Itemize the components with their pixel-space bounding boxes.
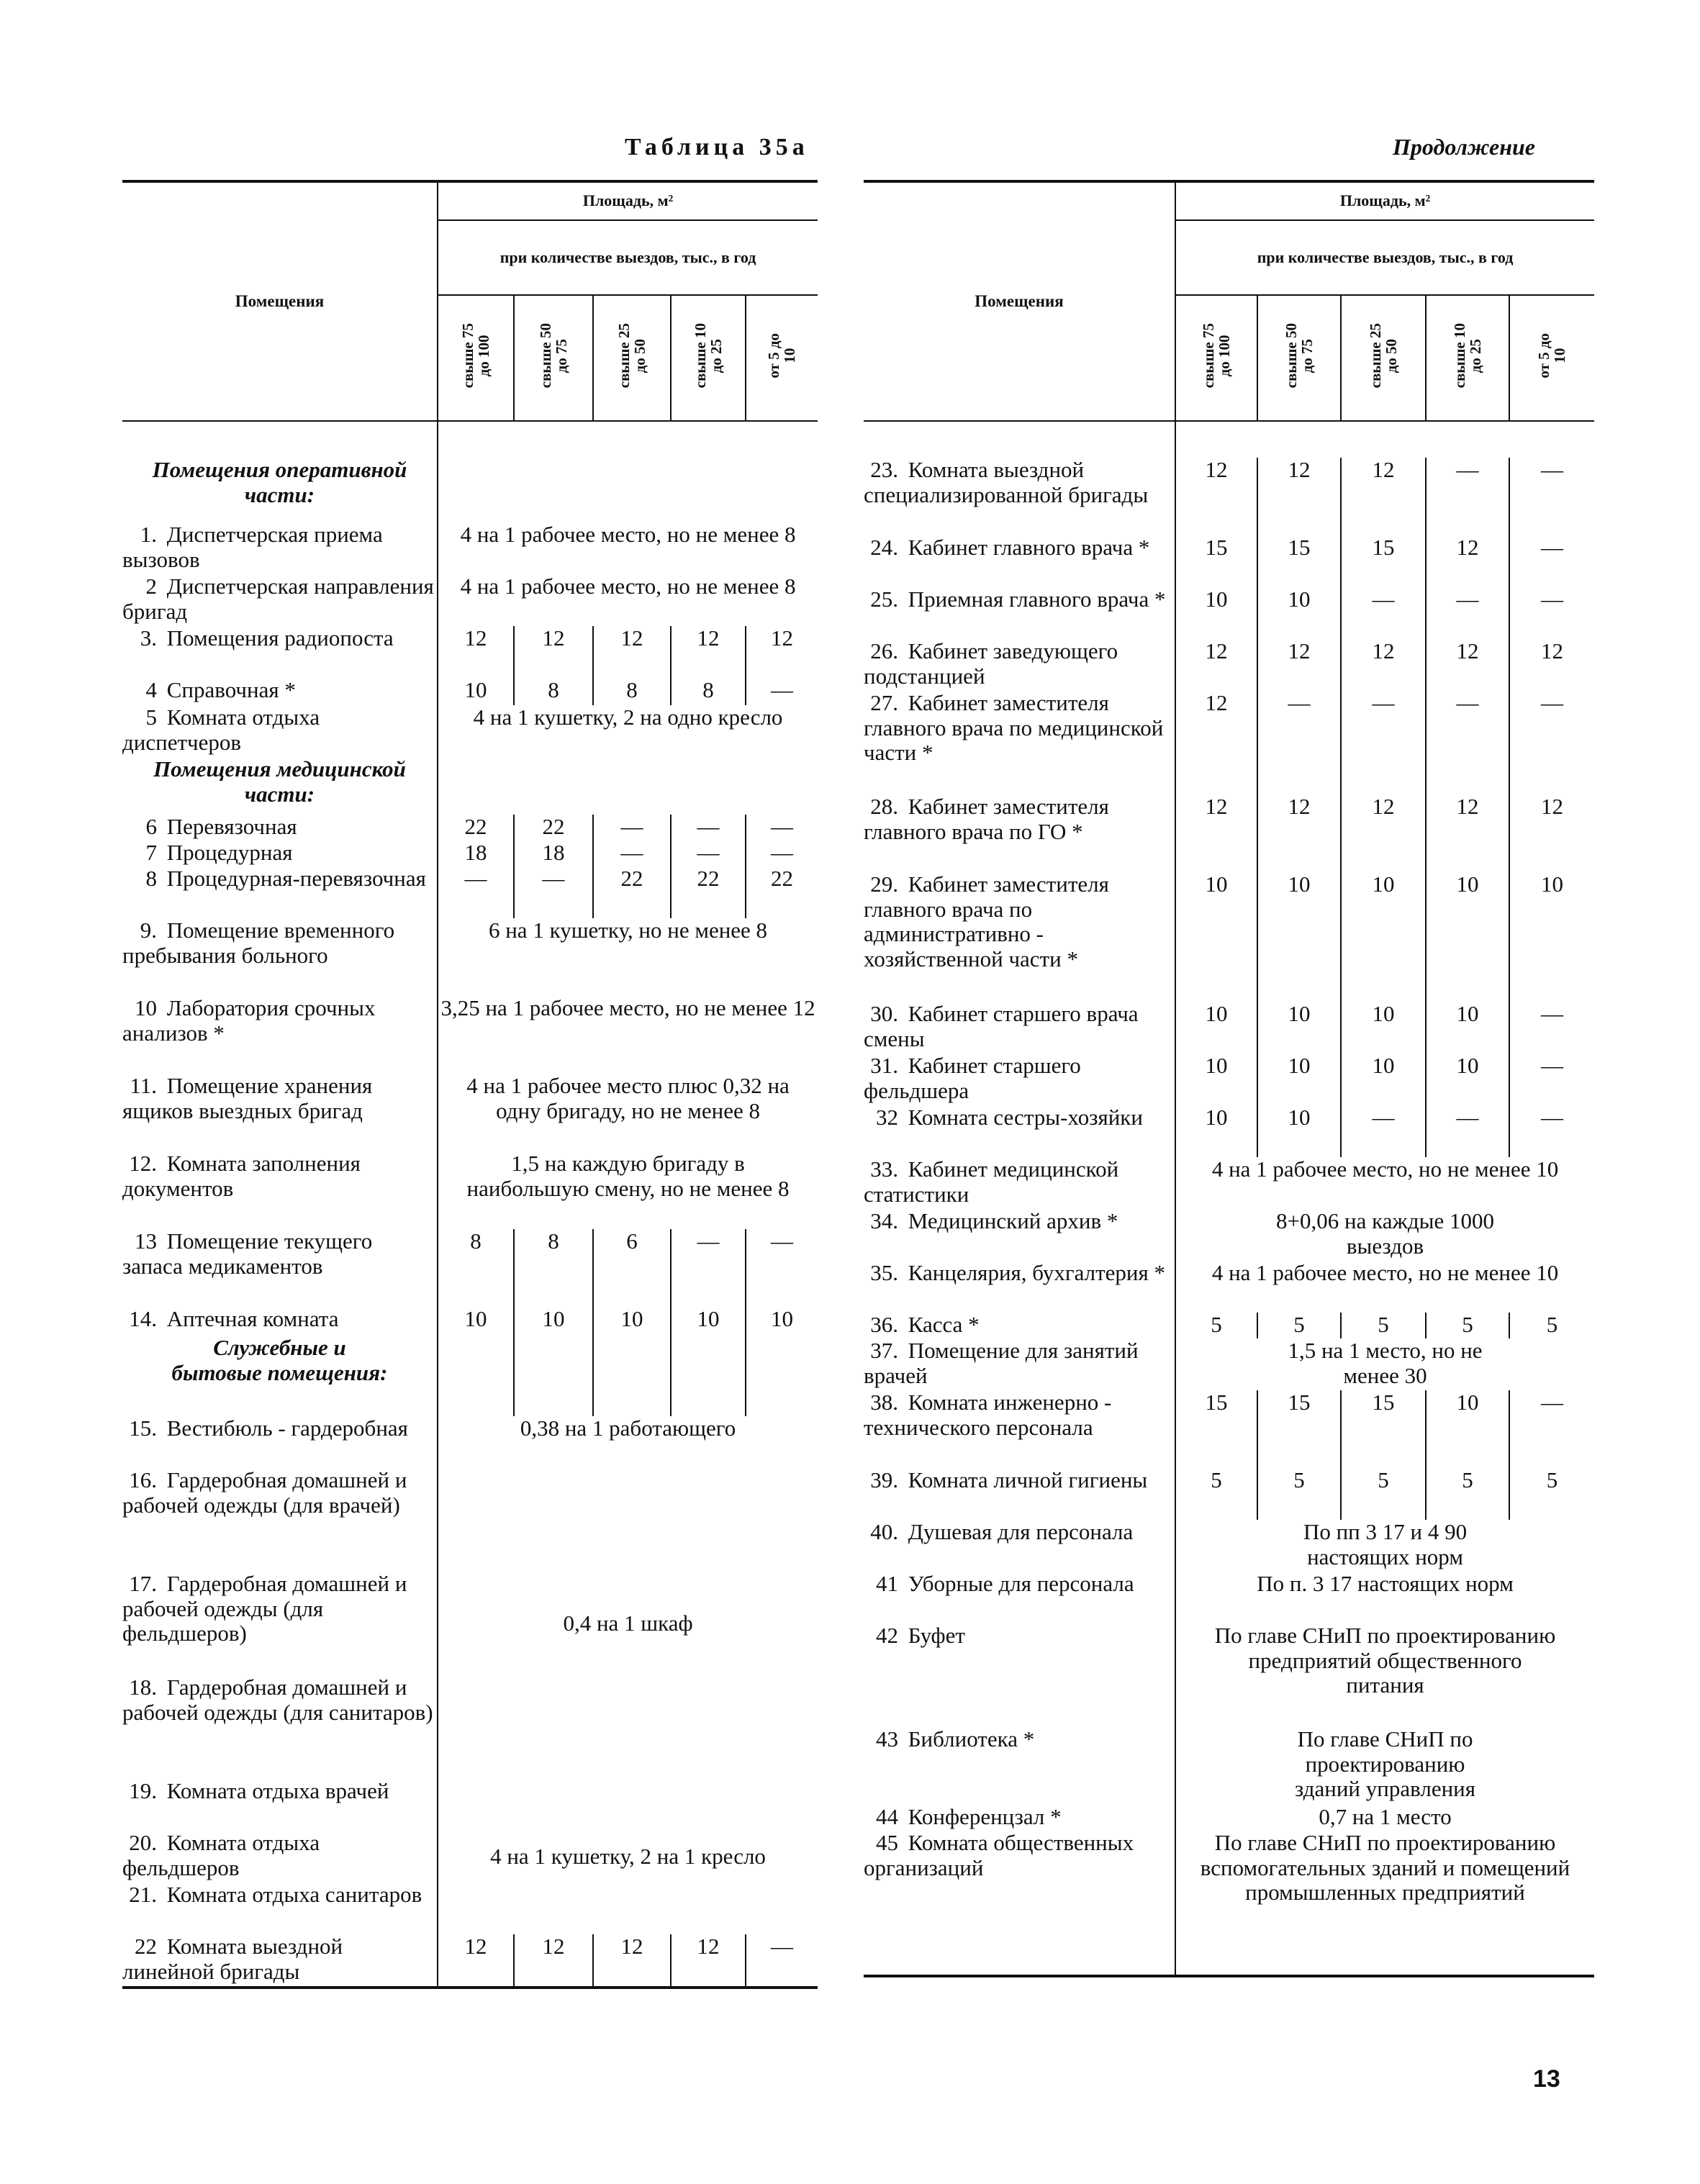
section-service: Служебные и бытовые помещения:: [171, 1335, 388, 1385]
cell: 12: [1509, 639, 1594, 691]
cell: 10: [438, 1307, 514, 1336]
row-18: 18. Гардеробная домашней и рабочей одежды (для санитаров): [122, 1675, 433, 1725]
col-c2: свыше 50 до 75: [536, 323, 570, 389]
col-c1: свыше 75 до 100: [458, 323, 492, 389]
row-9-value: 6 на 1 кушетку, но не менее 8: [438, 918, 818, 996]
cell: 12: [1175, 691, 1257, 794]
row-17: 17. Гардеробная домашней и рабочей одежды (для фельдшеров): [122, 1571, 407, 1646]
col-area-header-right: Площадь, м²: [1175, 181, 1594, 220]
cell: —: [1509, 1105, 1594, 1157]
row-10-value: 3,25 на 1 рабочее место, но не менее 12: [438, 996, 818, 1074]
row-39: 39. Комната личной гигиены: [870, 1467, 1148, 1492]
cell: 10: [1257, 872, 1341, 1002]
cell: 18: [438, 840, 514, 866]
col-c3-right: свыше 25 до 50: [1366, 323, 1400, 389]
cell: 12: [593, 626, 671, 678]
row-28: 28. Кабинет заместителя главного врача по ГО *: [864, 794, 1109, 844]
row-12: 12. Комната заполнения документов: [122, 1151, 361, 1201]
cell: —: [438, 866, 514, 918]
cell: —: [746, 815, 818, 840]
row-23: 23. Комната выездной специализированной бригады: [864, 457, 1149, 507]
cell: 8: [593, 678, 671, 705]
rows-19-21-value: 4 на 1 кушетку, 2 на 1 кресло: [438, 1779, 818, 1934]
row-11: 11. Помещение хранения ящиков выездных бригад: [122, 1073, 373, 1123]
cell: 12: [1175, 794, 1257, 872]
cell: 22: [438, 815, 514, 840]
left-table: [122, 180, 818, 1989]
row-36: 36. Касса *: [870, 1312, 980, 1337]
page-number: 13: [1533, 2065, 1560, 2093]
cell: 12: [746, 626, 818, 678]
cell: 8: [671, 678, 746, 705]
cell: —: [1426, 458, 1509, 535]
cell: 12: [1341, 639, 1426, 691]
row-4: 4 Справочная *: [145, 677, 296, 702]
row-37: 37. Помещение для занятий врачей: [864, 1338, 1139, 1388]
cell: 12: [514, 626, 593, 678]
row-15: 15. Вестибюль - гардеробная: [129, 1415, 408, 1441]
cell: 10: [514, 1307, 593, 1336]
row-42: 42 Буфет: [876, 1623, 965, 1648]
cell: 22: [671, 866, 746, 918]
section-medical: Помещения медицинской части:: [153, 756, 406, 807]
cell: 12: [438, 626, 514, 678]
cell: 12: [1341, 458, 1426, 535]
row-42-value: По главе СНиП по проектированию предприятий общественного питания: [1175, 1623, 1594, 1727]
row-1-value: 4 на 1 рабочее место, но не менее 8: [438, 522, 818, 574]
cell: 12: [1509, 794, 1594, 872]
col-c2-right: свыше 50 до 75: [1282, 323, 1316, 389]
cell: —: [746, 1934, 818, 1988]
cell: —: [1257, 691, 1341, 794]
cell: 22: [514, 815, 593, 840]
row-15-value: 0,38 на 1 работающего: [438, 1416, 818, 1468]
row-26: 26. Кабинет заведующего подстанцией: [864, 638, 1118, 689]
cell: 12: [671, 626, 746, 678]
row-27: 27. Кабинет заместителя главного врача по медицинской части *: [864, 690, 1164, 766]
row-41-value: По п. 3 17 настоящих норм: [1175, 1572, 1594, 1623]
row-45-value: По главе СНиП по проектированию вспомогательных зданий и помещений промышленных предприятий: [1175, 1831, 1594, 1976]
cell: —: [1509, 1054, 1594, 1105]
cell: 10: [1426, 1054, 1509, 1105]
row-7: 7 Процедурная: [145, 840, 293, 865]
cell: —: [1426, 587, 1509, 639]
row-5: 5 Комната отдыха диспетчеров: [122, 704, 320, 755]
cell: —: [514, 866, 593, 918]
row-40-value: По пп 3 17 и 4 90 настоящих норм: [1175, 1520, 1594, 1572]
row-44-value: 0,7 на 1 место: [1175, 1805, 1594, 1831]
cell: 12: [1426, 639, 1509, 691]
cell: 8: [438, 1229, 514, 1307]
row-2: 2 Диспетчерская направления бригад: [122, 574, 434, 624]
col-rooms-header-right: Помещения: [864, 181, 1175, 421]
cell: 6: [593, 1229, 671, 1307]
cell: 10: [1426, 872, 1509, 1002]
cell: 10: [1341, 872, 1426, 1002]
cell: —: [593, 840, 671, 866]
cell: 12: [1426, 794, 1509, 872]
row-12-value: 1,5 на каждую бригаду в наибольшую смену, но не менее 8: [438, 1151, 818, 1229]
cell: —: [1509, 587, 1594, 639]
cell: 10: [1426, 1390, 1509, 1468]
right-table: [864, 180, 1594, 1977]
cell: 10: [1341, 1002, 1426, 1054]
cell: —: [1341, 1105, 1426, 1157]
cell: 10: [1175, 1054, 1257, 1105]
cell: 12: [1175, 639, 1257, 691]
cell: 5: [1175, 1313, 1257, 1338]
cell: 12: [1257, 458, 1341, 535]
cell: 15: [1341, 1390, 1426, 1468]
cell: 12: [593, 1934, 671, 1988]
cell: —: [1426, 691, 1509, 794]
row-37-value: 1,5 на 1 место, но не менее 30: [1175, 1338, 1594, 1390]
col-c4-right: свыше 10 до 25: [1450, 323, 1484, 389]
cell: 22: [746, 866, 818, 918]
row-43: 43 Библиотека *: [876, 1726, 1035, 1752]
cell: 12: [1426, 535, 1509, 587]
cell: —: [746, 840, 818, 866]
cell: 10: [1257, 587, 1341, 639]
col-c1-right: свыше 75 до 100: [1199, 323, 1233, 389]
continuation-label: Продолжение: [1393, 134, 1535, 160]
row-32: 32 Комната сестры-хозяйки: [876, 1105, 1143, 1130]
cell: 5: [1341, 1468, 1426, 1520]
cell: 10: [438, 678, 514, 705]
row-2-value: 4 на 1 рабочее место, но не менее 8: [438, 574, 818, 626]
cell: 5: [1257, 1468, 1341, 1520]
cell: —: [671, 815, 746, 840]
row-33: 33. Кабинет медицинской статистики: [864, 1156, 1119, 1207]
row-44: 44 Конференцзал *: [876, 1804, 1062, 1829]
cell: —: [1426, 1105, 1509, 1157]
cell: 10: [1175, 1105, 1257, 1157]
row-19: 19. Комната отдыха врачей: [129, 1778, 389, 1803]
row-45: 45 Комната общественных организаций: [864, 1831, 1175, 1976]
col-area-header: Площадь, м²: [438, 181, 818, 220]
cell: 15: [1257, 535, 1341, 587]
cell: —: [593, 815, 671, 840]
cell: 5: [1426, 1313, 1509, 1338]
cell: 15: [1175, 535, 1257, 587]
row-13: 13 Помещение текущего запаса медикаментов: [122, 1228, 373, 1279]
row-16: 16. Гардеробная домашней и рабочей одежды (для врачей): [122, 1467, 407, 1518]
cell: —: [671, 840, 746, 866]
cell: 10: [593, 1307, 671, 1336]
cell: 5: [1257, 1313, 1341, 1338]
cell: —: [1509, 535, 1594, 587]
cell: 15: [1257, 1390, 1341, 1468]
row-38: 38. Комната инженерно - технического персонала: [864, 1390, 1112, 1440]
cell: 10: [1257, 1002, 1341, 1054]
cell: 12: [1341, 794, 1426, 872]
row-34-value: 8+0,06 на каждые 1000 выездов: [1175, 1209, 1594, 1261]
cell: 10: [746, 1307, 818, 1336]
col-c5: от 5 до 10: [765, 333, 799, 379]
row-43-value: По главе СНиП по проектированию зданий управления: [1175, 1727, 1594, 1805]
row-3: 3. Помещения радиопоста: [140, 625, 394, 651]
row-34: 34. Медицинский архив *: [870, 1208, 1118, 1233]
cell: —: [746, 1229, 818, 1307]
cell: —: [746, 678, 818, 705]
row-33-value: 4 на 1 рабочее место, но не менее 10: [1175, 1157, 1594, 1209]
row-22: 22 Комната выездной линейной бригады: [122, 1934, 438, 1988]
table-title: Таблица 35а: [625, 134, 809, 160]
row-8: 8 Процедурная-перевязочная: [145, 866, 426, 891]
cell: —: [1509, 458, 1594, 535]
cell: 12: [1257, 794, 1341, 872]
cell: 10: [671, 1307, 746, 1336]
cell: 8: [514, 678, 593, 705]
cell: 10: [1426, 1002, 1509, 1054]
row-40: 40. Душевая для персонала: [870, 1519, 1134, 1544]
cell: —: [1509, 691, 1594, 794]
cell: 10: [1509, 872, 1594, 1002]
cell: —: [671, 1229, 746, 1307]
row-29: 29. Кабинет заместителя главного врача по административно - хозяйственной части *: [864, 871, 1109, 972]
col-c4: свыше 10 до 25: [691, 323, 725, 389]
row-25: 25. Приемная главного врача *: [870, 586, 1166, 612]
row-9: 9. Помещение временного пребывания больного: [122, 917, 395, 968]
cell: 8: [514, 1229, 593, 1307]
cell: 18: [514, 840, 593, 866]
cell: 5: [1509, 1468, 1594, 1520]
cell: 15: [1341, 535, 1426, 587]
cell: 12: [671, 1934, 746, 1988]
col-calls-header: при количестве выездов, тыс., в год: [438, 220, 818, 295]
row-20: 20. Комната отдыха фельдшеров: [122, 1830, 320, 1880]
row-14: 14. Аптечная комната: [129, 1306, 339, 1331]
cell: —: [1509, 1002, 1594, 1054]
cell: 10: [1175, 1002, 1257, 1054]
col-c5-right: от 5 до 10: [1535, 333, 1569, 379]
cell: 5: [1175, 1468, 1257, 1520]
cell: 22: [593, 866, 671, 918]
row-5-value: 4 на 1 кушетку, 2 на одно кресло: [438, 705, 818, 757]
row-10: 10 Лаборатория срочных анализов *: [122, 995, 376, 1046]
row-21: 21. Комната отдыха санитаров: [129, 1882, 422, 1907]
col-calls-header-right: при количестве выездов, тыс., в год: [1175, 220, 1594, 295]
cell: —: [1509, 1390, 1594, 1468]
cell: 15: [1175, 1390, 1257, 1468]
cell: 10: [1341, 1054, 1426, 1105]
cell: 12: [1175, 458, 1257, 535]
row-35: 35. Канцелярия, бухгалтерия *: [870, 1260, 1166, 1285]
row-35-value: 4 на 1 рабочее место, но не менее 10: [1175, 1261, 1594, 1313]
cell: 5: [1341, 1313, 1426, 1338]
cell: 12: [438, 1934, 514, 1988]
col-c3: свыше 25 до 50: [615, 323, 648, 389]
cell: 10: [1175, 872, 1257, 1002]
col-rooms-header: Помещения: [122, 181, 438, 421]
cell: —: [1341, 691, 1426, 794]
cell: 5: [1509, 1313, 1594, 1338]
row-1: 1. Диспетчерская приема вызовов: [122, 522, 383, 572]
rows-16-18-value: 0,4 на 1 шкаф: [438, 1468, 818, 1779]
cell: 12: [514, 1934, 593, 1988]
row-24: 24. Кабинет главного врача *: [870, 535, 1150, 560]
cell: 10: [1175, 587, 1257, 639]
row-11-value: 4 на 1 рабочее место плюс 0,32 на одну бригаду, но не менее 8: [438, 1074, 818, 1151]
row-30: 30. Кабинет старшего врача смены: [864, 1001, 1139, 1051]
cell: 12: [1257, 639, 1341, 691]
row-31: 31. Кабинет старшего фельдшера: [864, 1053, 1081, 1103]
cell: 10: [1257, 1054, 1341, 1105]
cell: 10: [1257, 1105, 1341, 1157]
row-41: 41 Уборные для персонала: [876, 1571, 1134, 1596]
cell: —: [1341, 587, 1426, 639]
row-6: 6 Перевязочная: [145, 814, 297, 839]
section-operational: Помещения оперативной части:: [152, 457, 407, 507]
cell: 5: [1426, 1468, 1509, 1520]
